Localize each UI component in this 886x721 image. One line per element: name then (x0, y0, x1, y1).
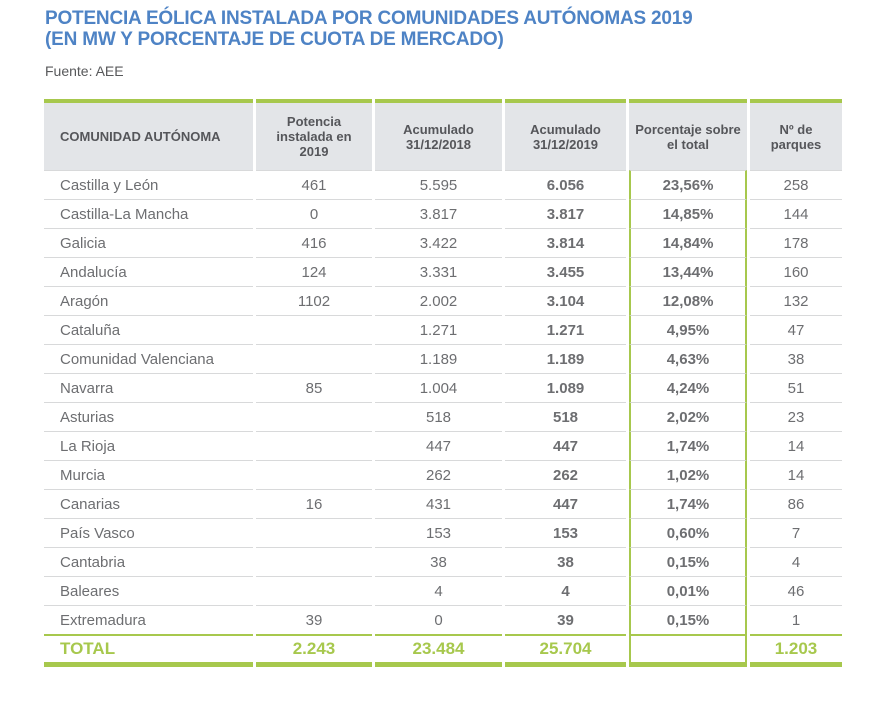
accumulated-2019-cell: 1.189 (505, 344, 626, 373)
accumulated-2018-cell: 3.422 (375, 228, 502, 257)
wind-power-table (41, 99, 845, 667)
parks-count-cell: 14 (750, 431, 842, 460)
market-share-cell: 0,15% (629, 547, 747, 576)
accumulated-2019-cell: 39 (505, 605, 626, 634)
market-share-cell: 2,02% (629, 402, 747, 431)
column-header-community: COMUNIDAD AUTÓNOMA (44, 99, 253, 170)
market-share-cell: 4,95% (629, 315, 747, 344)
total-market-share-cell (629, 634, 747, 667)
accumulated-2019-cell: 38 (505, 547, 626, 576)
parks-count-cell: 51 (750, 373, 842, 402)
accumulated-2019-cell: 518 (505, 402, 626, 431)
page-title-line-2: (EN MW Y PORCENTAJE DE CUOTA DE MERCADO) (45, 29, 504, 50)
table-row (44, 605, 842, 634)
market-share-cell: 12,08% (629, 286, 747, 315)
page-title (45, 8, 842, 50)
installed-2019-cell: 16 (256, 489, 372, 518)
table-row (44, 257, 842, 286)
installed-2019-cell: 1102 (256, 286, 372, 315)
accumulated-2018-cell: 153 (375, 518, 502, 547)
accumulated-2019-cell: 6.056 (505, 170, 626, 199)
total-label-cell: TOTAL (44, 634, 253, 667)
installed-2019-cell: 39 (256, 605, 372, 634)
column-header-accumulated-2019: Acumulado 31/12/2019 (505, 99, 626, 170)
community-name-cell: La Rioja (44, 431, 253, 460)
accumulated-2019-cell: 4 (505, 576, 626, 605)
table-row (44, 373, 842, 402)
market-share-cell: 1,02% (629, 460, 747, 489)
market-share-cell: 4,63% (629, 344, 747, 373)
accumulated-2019-cell: 3.817 (505, 199, 626, 228)
installed-2019-cell: 0 (256, 199, 372, 228)
market-share-cell: 0,15% (629, 605, 747, 634)
table-row (44, 576, 842, 605)
accumulated-2018-cell: 5.595 (375, 170, 502, 199)
installed-2019-cell: 85 (256, 373, 372, 402)
parks-count-cell: 38 (750, 344, 842, 373)
parks-count-cell: 258 (750, 170, 842, 199)
table-row (44, 315, 842, 344)
community-name-cell: Aragón (44, 286, 253, 315)
column-header-parks-count: Nº de parques (750, 99, 842, 170)
installed-2019-cell: 124 (256, 257, 372, 286)
installed-2019-cell (256, 518, 372, 547)
community-name-cell: Cantabria (44, 547, 253, 576)
table-row (44, 228, 842, 257)
column-header-accumulated-2018: Acumulado 31/12/2018 (375, 99, 502, 170)
parks-count-cell: 46 (750, 576, 842, 605)
community-name-cell: Murcia (44, 460, 253, 489)
column-header-installed-2019: Potencia instalada en 2019 (256, 99, 372, 170)
parks-count-cell: 144 (750, 199, 842, 228)
community-name-cell: Baleares (44, 576, 253, 605)
accumulated-2019-cell: 1.271 (505, 315, 626, 344)
accumulated-2019-cell: 3.455 (505, 257, 626, 286)
total-accumulated-2018-cell: 23.484 (375, 634, 502, 667)
page-title-line-1: POTENCIA EÓLICA INSTALADA POR COMUNIDADES AUTÓNOMAS 2019 (45, 8, 693, 29)
installed-2019-cell (256, 344, 372, 373)
market-share-cell: 1,74% (629, 431, 747, 460)
parks-count-cell: 4 (750, 547, 842, 576)
table-row (44, 199, 842, 228)
parks-count-cell: 178 (750, 228, 842, 257)
accumulated-2019-cell: 447 (505, 431, 626, 460)
installed-2019-cell (256, 431, 372, 460)
installed-2019-cell (256, 547, 372, 576)
total-accumulated-2019-cell: 25.704 (505, 634, 626, 667)
accumulated-2018-cell: 0 (375, 605, 502, 634)
accumulated-2019-cell: 447 (505, 489, 626, 518)
accumulated-2018-cell: 3.331 (375, 257, 502, 286)
table-body (44, 170, 842, 634)
community-name-cell: Castilla-La Mancha (44, 199, 253, 228)
table-row (44, 460, 842, 489)
market-share-cell: 13,44% (629, 257, 747, 286)
community-name-cell: Comunidad Valenciana (44, 344, 253, 373)
community-name-cell: Extremadura (44, 605, 253, 634)
source-text: Fuente: AEE (45, 63, 124, 79)
community-name-cell: País Vasco (44, 518, 253, 547)
market-share-cell: 0,01% (629, 576, 747, 605)
installed-2019-cell (256, 315, 372, 344)
installed-2019-cell (256, 576, 372, 605)
total-row (44, 634, 842, 667)
parks-count-cell: 47 (750, 315, 842, 344)
community-name-cell: Andalucía (44, 257, 253, 286)
community-name-cell: Castilla y León (44, 170, 253, 199)
parks-count-cell: 14 (750, 460, 842, 489)
parks-count-cell: 7 (750, 518, 842, 547)
parks-count-cell: 86 (750, 489, 842, 518)
parks-count-cell: 23 (750, 402, 842, 431)
accumulated-2018-cell: 4 (375, 576, 502, 605)
accumulated-2018-cell: 518 (375, 402, 502, 431)
accumulated-2019-cell: 262 (505, 460, 626, 489)
installed-2019-cell: 416 (256, 228, 372, 257)
accumulated-2018-cell: 431 (375, 489, 502, 518)
table-header-row (44, 99, 842, 170)
table-row (44, 489, 842, 518)
market-share-cell: 4,24% (629, 373, 747, 402)
accumulated-2018-cell: 2.002 (375, 286, 502, 315)
accumulated-2018-cell: 3.817 (375, 199, 502, 228)
accumulated-2018-cell: 1.189 (375, 344, 502, 373)
accumulated-2019-cell: 3.814 (505, 228, 626, 257)
parks-count-cell: 132 (750, 286, 842, 315)
installed-2019-cell (256, 402, 372, 431)
accumulated-2019-cell: 153 (505, 518, 626, 547)
accumulated-2018-cell: 262 (375, 460, 502, 489)
market-share-cell: 14,85% (629, 199, 747, 228)
community-name-cell: Navarra (44, 373, 253, 402)
parks-count-cell: 1 (750, 605, 842, 634)
installed-2019-cell: 461 (256, 170, 372, 199)
installed-2019-cell (256, 460, 372, 489)
column-header-market-share: Porcentaje sobre el total (629, 99, 747, 170)
total-parks-count-cell: 1.203 (750, 634, 842, 667)
community-name-cell: Canarias (44, 489, 253, 518)
community-name-cell: Galicia (44, 228, 253, 257)
market-share-cell: 1,74% (629, 489, 747, 518)
total-installed-2019-cell: 2.243 (256, 634, 372, 667)
parks-count-cell: 160 (750, 257, 842, 286)
table-row (44, 431, 842, 460)
table-row (44, 547, 842, 576)
accumulated-2019-cell: 1.089 (505, 373, 626, 402)
market-share-cell: 0,60% (629, 518, 747, 547)
accumulated-2018-cell: 38 (375, 547, 502, 576)
table-row (44, 518, 842, 547)
accumulated-2018-cell: 1.004 (375, 373, 502, 402)
accumulated-2018-cell: 1.271 (375, 315, 502, 344)
table-row (44, 402, 842, 431)
accumulated-2018-cell: 447 (375, 431, 502, 460)
market-share-cell: 14,84% (629, 228, 747, 257)
market-share-cell: 23,56% (629, 170, 747, 199)
community-name-cell: Asturias (44, 402, 253, 431)
table-row (44, 286, 842, 315)
table-row (44, 344, 842, 373)
community-name-cell: Cataluña (44, 315, 253, 344)
table-row (44, 170, 842, 199)
accumulated-2019-cell: 3.104 (505, 286, 626, 315)
